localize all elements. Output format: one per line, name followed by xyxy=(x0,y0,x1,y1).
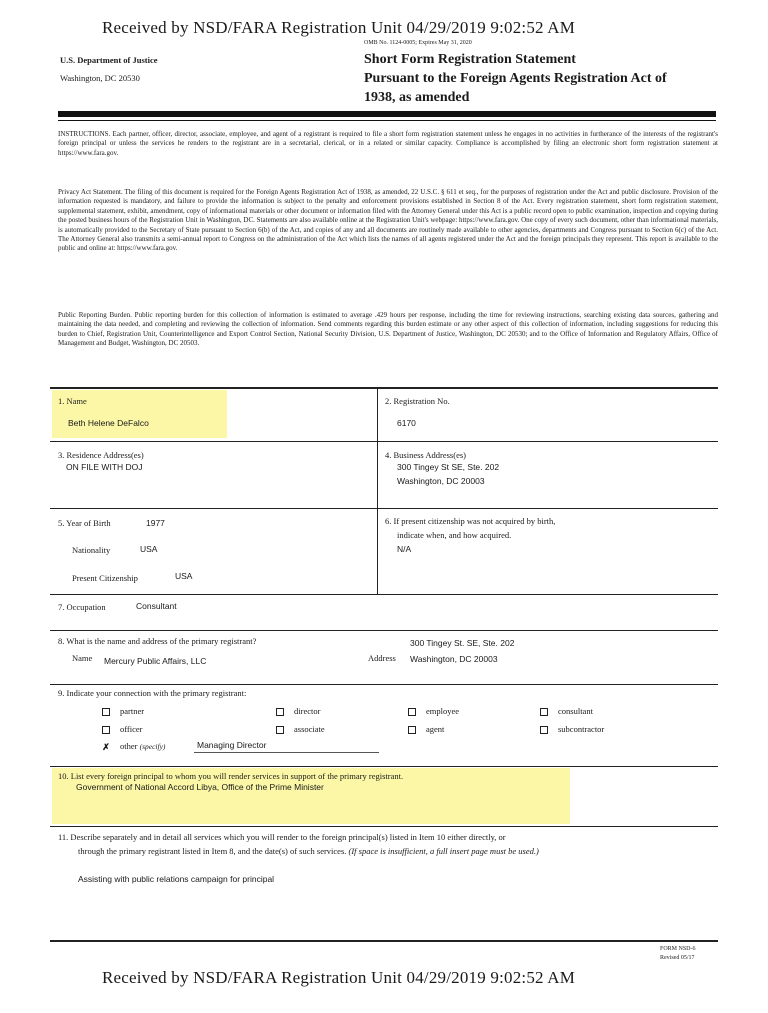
department-name: U.S. Department of Justice xyxy=(60,55,158,65)
option-consultant[interactable] xyxy=(540,706,593,716)
option-associate[interactable] xyxy=(276,724,325,734)
field-4-label: 4. Business Address(es) xyxy=(385,450,466,460)
field-10-label: 10. List every foreign principal to whom you will render services in support of the primary registrant. xyxy=(58,771,404,781)
form-title-line-3: 1938, as amended xyxy=(364,90,470,105)
field-1-name-value[interactable]: Beth Helene DeFalco xyxy=(68,418,149,428)
form-top-rule xyxy=(50,387,718,389)
agent-label: agent xyxy=(426,724,445,734)
other-specify-underline xyxy=(194,752,379,753)
director-checkbox[interactable] xyxy=(276,708,284,716)
received-stamp-bottom: Received by NSD/FARA Registration Unit 04/29/2019 9:02:52 AM xyxy=(102,968,576,987)
field-2-label: 2. Registration No. xyxy=(385,396,450,406)
field-2-registration-value[interactable]: 6170 xyxy=(397,418,416,428)
field-6-value[interactable]: N/A xyxy=(397,544,412,554)
other-label: other xyxy=(120,741,138,751)
option-officer[interactable] xyxy=(102,724,143,734)
row-rule-6 xyxy=(50,766,718,767)
row-rule-7 xyxy=(50,826,718,827)
field-8-address-line-2[interactable]: Washington, DC 20003 xyxy=(410,654,498,664)
option-subcontractor[interactable] xyxy=(540,724,604,734)
nationality-value[interactable]: USA xyxy=(140,544,158,554)
officer-checkbox[interactable] xyxy=(102,726,110,734)
field-10-foreign-principal-value[interactable]: Government of National Accord Libya, Office of the Prime Minister xyxy=(76,782,324,792)
director-label: director xyxy=(294,706,321,716)
option-partner[interactable] xyxy=(102,706,144,716)
officer-label: officer xyxy=(120,724,143,734)
citizenship-label: Present Citizenship xyxy=(72,573,138,583)
header-rule-thick xyxy=(58,111,716,117)
field-3-label: 3. Residence Address(es) xyxy=(58,450,144,460)
field-7-label: 7. Occupation xyxy=(58,602,106,612)
privacy-act-paragraph: Privacy Act Statement. The filing of this document is required for the Foreign Agents Registration Act of 1938, as amended, 22 U.S.C. § 611 et seq., for the purposes of registration under the Act and public disclosure. Provision of the information requested is mandatory, and failure to provide the information is subject to the penalty and enforcement provisions established in Section 8 of the Act. Every registration statement, short form registration statement, supplemental statement, exhibit, amendment, copy of informational materials or other document or information filed with the Attorney General under this Act is a public record open to public examination, inspection and copying during the posted business hours of the Registration Unit in Washington, DC. Statements are also available online at the Registration Unit's webpage: https://www.fara.gov. One copy of every such document, other than informational materials, is automatically provided to the Secretary of State pursuant to Section 6(b) of the Act, and copies of any and all documents are routinely made available to other agencies, departments and Congress pursuant to Section 6(c) of the Act. The Attorney General also transmits a semi-annual report to Congress on the administration of the Act which lists the names of all agents registered under the Act and the foreign principals they represent. This report is available to the public and online at: https://www.fara.gov. xyxy=(58,188,718,253)
department-city: Washington, DC 20530 xyxy=(60,73,140,83)
row-rule-5 xyxy=(50,684,718,685)
field-5-year-value[interactable]: 1977 xyxy=(146,518,165,528)
form-number-line-2: Revised 05/17 xyxy=(660,955,695,961)
employee-checkbox[interactable] xyxy=(408,708,416,716)
field-11-services-value[interactable]: Assisting with public relations campaign for principal xyxy=(78,874,275,884)
omb-number: OMB No. 1124-0005; Expires May 31, 2020 xyxy=(364,40,472,46)
nationality-label: Nationality xyxy=(72,545,111,555)
field-8-name-value[interactable]: Mercury Public Affairs, LLC xyxy=(104,656,207,666)
other-checkbox-checked-icon[interactable]: ✗ xyxy=(102,742,110,753)
option-director[interactable] xyxy=(276,706,320,716)
row-rule-2 xyxy=(50,508,718,509)
row-rule-3 xyxy=(50,594,718,595)
form-bottom-rule xyxy=(50,940,718,942)
instructions-paragraph: INSTRUCTIONS. Each partner, officer, director, associate, employee, and agent of a registrant is required to file a short form registration statement unless he engages in no activities in furtherance of the interests of the registrant's foreign principal or unless the services he renders to the registrant are in a secretarial, clerical, or in a related or similar capacity. Compliance is accomplished by filing an electronic short form registration statement at https://www.fara.gov. xyxy=(58,130,718,157)
field-8-label: 8. What is the name and address of the primary registrant? xyxy=(58,636,257,646)
field-8-name-label: Name xyxy=(72,653,93,663)
partner-checkbox[interactable] xyxy=(102,708,110,716)
field-1-label: 1. Name xyxy=(58,396,87,406)
reporting-burden-paragraph: Public Reporting Burden. Public reporting burden for this collection of information is estimated to average .429 hours per response, including the time for reviewing instructions, searching existing data sources, gathering and maintaining the data needed, and completing and reviewing the collection of information. Send comments regarding this burden estimate or any other aspect of this collection of information, including suggestions for reducing this burden to Chief, Registration Unit, Counterintelligence and Export Control Section, National Security Division, U.S. Department of Justice, Washington, DC 20530; and to the Office of Information and Regulatory Affairs, Office of Management and Budget, Washington, DC 20503. xyxy=(58,311,718,348)
consultant-label: consultant xyxy=(558,706,593,716)
consultant-checkbox[interactable] xyxy=(540,708,548,716)
field-8-address-line-1[interactable]: 300 Tingey St. SE, Ste. 202 xyxy=(410,638,515,648)
form-title-line-2: Pursuant to the Foreign Agents Registration Act of xyxy=(364,71,667,86)
field-8-address-label: Address xyxy=(368,653,396,663)
form-number xyxy=(660,945,696,963)
form-title-line-1: Short Form Registration Statement xyxy=(364,52,576,67)
field-11-label-2-text: through the primary registrant listed in Item 8, and the date(s) of such services. xyxy=(78,846,347,856)
partner-label: partner xyxy=(120,706,145,716)
associate-label: associate xyxy=(294,724,325,734)
associate-checkbox[interactable] xyxy=(276,726,284,734)
field-6-label-1: 6. If present citizenship was not acquired by birth, xyxy=(385,516,556,526)
option-other[interactable] xyxy=(102,741,165,751)
citizenship-value[interactable]: USA xyxy=(175,571,193,581)
field-4-business-line-1[interactable]: 300 Tingey St SE, Ste. 202 xyxy=(397,462,500,472)
field-11-label-1: 11. Describe separately and in detail all services which you will render to the foreign principal(s) listed in Item 10 either directly, or xyxy=(58,832,506,842)
field-9-label: 9. Indicate your connection with the primary registrant: xyxy=(58,688,247,698)
row-rule-4 xyxy=(50,630,718,631)
received-stamp-top: Received by NSD/FARA Registration Unit 04/29/2019 9:02:52 AM xyxy=(102,18,576,37)
subcontractor-label: subcontractor xyxy=(558,724,605,734)
option-employee[interactable] xyxy=(408,706,459,716)
form-title xyxy=(364,50,734,107)
form-number-line-1: FORM NSD-6 xyxy=(660,946,696,952)
row-rule-1 xyxy=(50,441,718,442)
field-4-business-line-2[interactable]: Washington, DC 20003 xyxy=(397,476,485,486)
field-5-label: 5. Year of Birth xyxy=(58,518,111,528)
employee-label: employee xyxy=(426,706,460,716)
field-11-label-2 xyxy=(78,846,539,856)
other-specify-label: (specify) xyxy=(139,742,166,751)
field-7-occupation-value[interactable]: Consultant xyxy=(136,601,177,611)
field-3-residence-value[interactable]: ON FILE WITH DOJ xyxy=(66,462,143,472)
form-center-divider xyxy=(377,388,378,594)
field-6-label-2: indicate when, and how acquired. xyxy=(397,530,512,540)
subcontractor-checkbox[interactable] xyxy=(540,726,548,734)
field-11-note: (If space is insufficient, a full insert page must be used.) xyxy=(348,846,539,856)
other-specify-value[interactable]: Managing Director xyxy=(197,740,267,750)
header-rule-thin xyxy=(58,120,716,121)
option-agent[interactable] xyxy=(408,724,444,734)
agent-checkbox[interactable] xyxy=(408,726,416,734)
